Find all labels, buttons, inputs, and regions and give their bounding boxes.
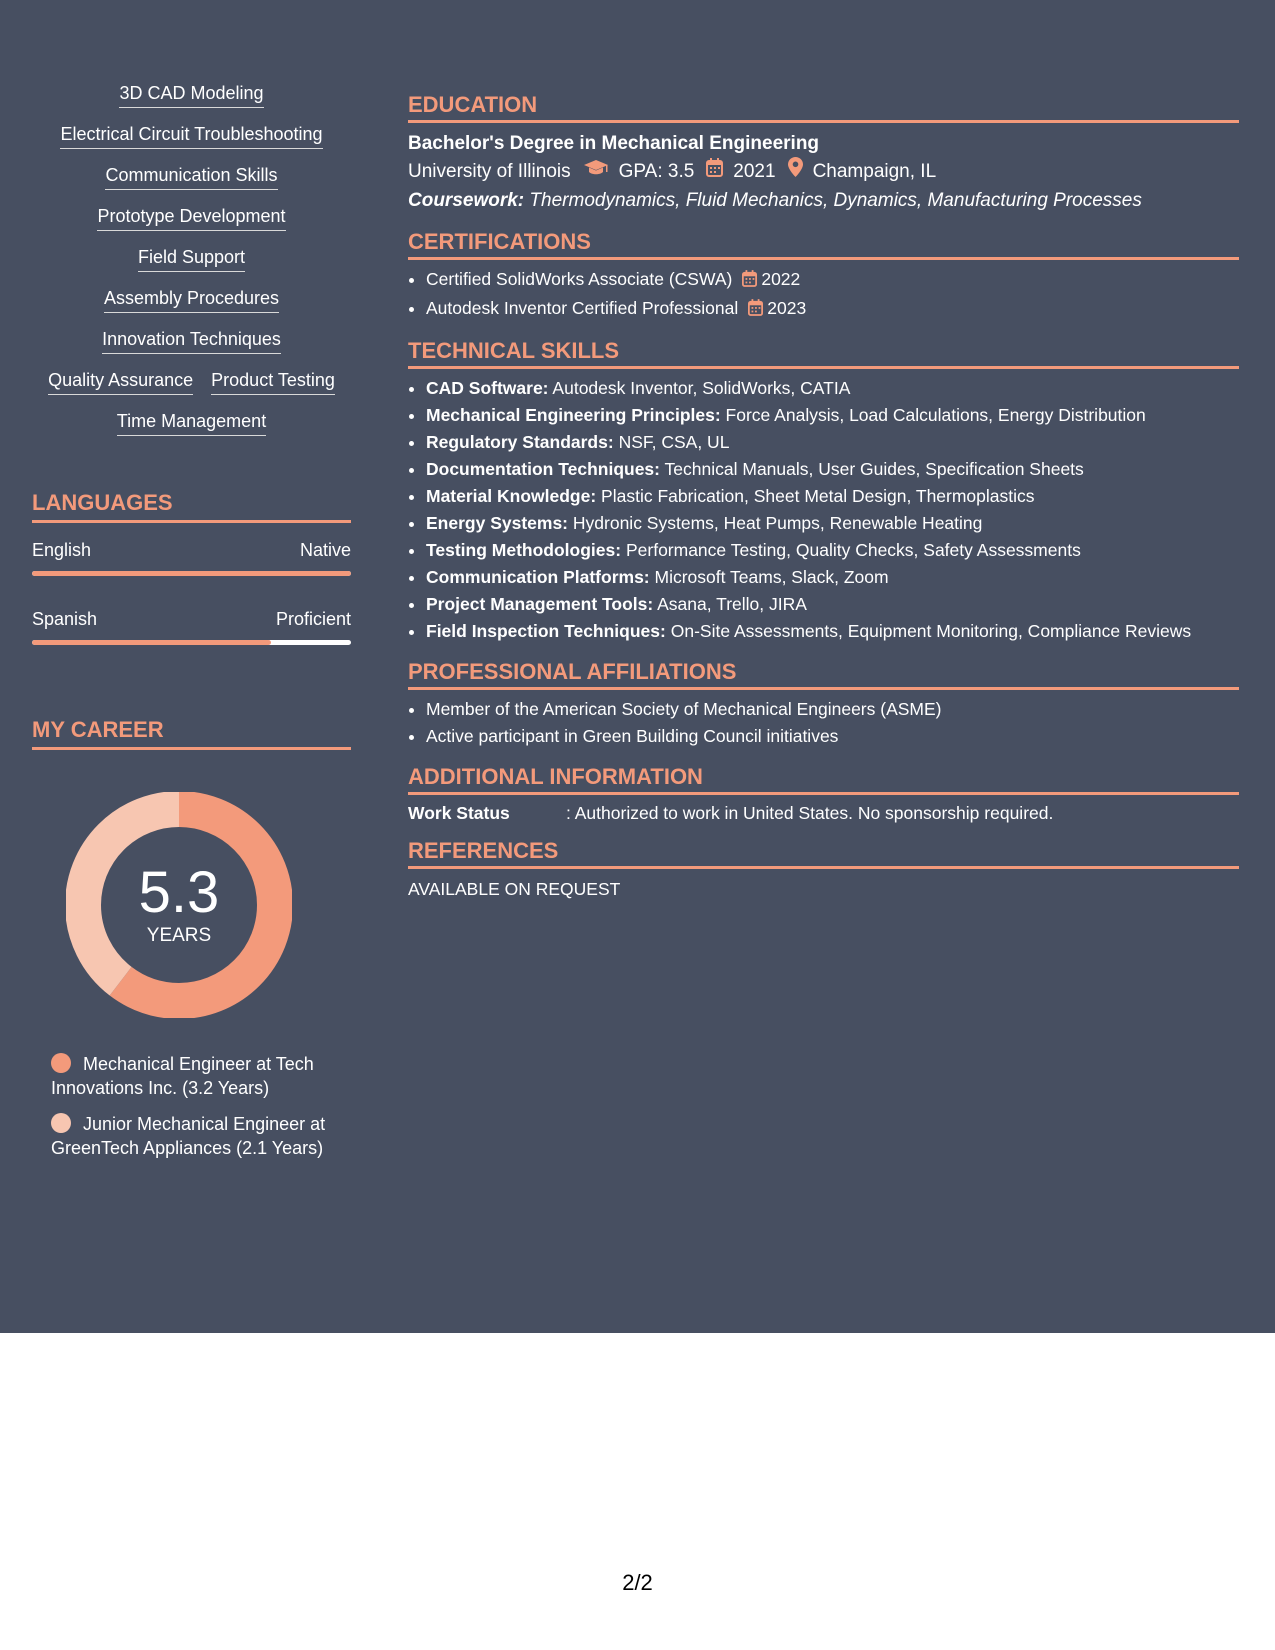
skill-values: Asana, Trello, JIRA — [657, 594, 807, 614]
language-level: Native — [299, 540, 351, 560]
skill-tag: Quality Assurance — [48, 369, 193, 395]
language-name: English — [32, 540, 92, 560]
graduation-year: 2021 — [733, 161, 776, 182]
main-column — [408, 92, 1239, 914]
technical-skills-heading: TECHNICAL SKILLS — [408, 338, 1239, 369]
certification-item — [426, 266, 1239, 295]
skill-tag: Prototype Development — [97, 205, 285, 231]
legend-label: Mechanical Engineer at Tech Innovations Inc. (3.2 Years) — [51, 1054, 314, 1098]
page-number: 2/2 — [622, 1570, 653, 1595]
skill-values: Hydronic Systems, Heat Pumps, Renewable Heating — [572, 513, 983, 533]
coursework-label: Coursework: — [408, 190, 525, 211]
skill-tag: Communication Skills — [105, 164, 277, 190]
skill-category: Testing Methodologies: — [426, 540, 622, 560]
language-bar — [32, 571, 351, 576]
legend-item — [51, 1052, 331, 1100]
skill-category: Energy Systems: — [426, 513, 569, 533]
skills-list — [32, 82, 351, 436]
certifications-section — [408, 229, 1239, 324]
skill-category: CAD Software: — [426, 378, 549, 398]
technical-skill-item — [426, 483, 1239, 510]
skill-tag: Product Testing — [211, 369, 335, 395]
certification-item — [426, 295, 1239, 324]
skill-tag: Time Management — [117, 410, 266, 436]
skill-values: Autodesk Inventor, SolidWorks, CATIA — [552, 378, 851, 398]
technical-skill-item — [426, 591, 1239, 618]
affiliation-item: • Active participant in Green Building Council initiatives — [426, 723, 1239, 750]
language-item — [32, 608, 351, 645]
certifications-heading: CERTIFICATIONS — [408, 229, 1239, 260]
skill-values: Microsoft Teams, Slack, Zoom — [654, 567, 889, 587]
languages-heading: LANGUAGES — [32, 490, 351, 523]
career-unit: YEARS — [146, 925, 212, 946]
work-status-value: : Authorized to work in United States. No sponsorship required. — [566, 803, 1054, 823]
skill-category: Material Knowledge: — [426, 486, 597, 506]
school: University of Illinois — [408, 161, 571, 182]
skill-category: Mechanical Engineering Principles: — [426, 405, 721, 425]
skill-values: On-Site Assessments, Equipment Monitoring, Compliance Reviews — [670, 621, 1192, 641]
sidebar — [32, 82, 351, 1172]
affiliations-section — [408, 659, 1239, 750]
graduation-cap-icon — [583, 157, 609, 187]
references-text: AVAILABLE ON REQUEST — [408, 879, 621, 899]
additional-info-section — [408, 764, 1239, 824]
language-bar-fill — [32, 640, 271, 645]
degree: Bachelor's Degree in Mechanical Engineering — [408, 133, 820, 154]
career-total: 5.3 — [138, 860, 220, 925]
skill-tag: Electrical Circuit Troubleshooting — [60, 123, 322, 149]
certification-name: Autodesk Inventor Certified Professional — [426, 298, 739, 318]
education-section — [408, 92, 1239, 215]
technical-skill-item — [426, 429, 1239, 456]
affiliations-heading: PROFESSIONAL AFFILIATIONS — [408, 659, 1239, 690]
skill-tag: Field Support — [138, 246, 245, 272]
technical-skills-section — [408, 338, 1239, 645]
references-heading: REFERENCES — [408, 838, 1239, 869]
technical-skill-item — [426, 537, 1239, 564]
work-status-label: Work Status — [408, 803, 510, 823]
coursework — [408, 187, 1239, 215]
skill-values: NSF, CSA, UL — [618, 432, 730, 452]
language-bar-fill — [32, 571, 351, 576]
calendar-icon — [742, 268, 757, 295]
certification-year: 2023 — [767, 298, 807, 318]
legend-dot-icon — [51, 1113, 71, 1133]
skill-values: Force Analysis, Load Calculations, Energy Distribution — [725, 405, 1146, 425]
skill-category: Communication Platforms: — [426, 567, 650, 587]
skill-values: Plastic Fabrication, Sheet Metal Design, Thermoplastics — [601, 486, 1035, 506]
skill-tag: 3D CAD Modeling — [119, 82, 263, 108]
technical-skill-item — [426, 618, 1239, 645]
technical-skill-item — [426, 510, 1239, 537]
skill-category: Field Inspection Techniques: — [426, 621, 666, 641]
language-level: Proficient — [275, 609, 351, 629]
language-item — [32, 539, 351, 576]
education-heading: EDUCATION — [408, 92, 1239, 123]
legend-dot-icon — [51, 1053, 71, 1073]
career-donut — [66, 792, 292, 1018]
career-legend — [51, 1052, 331, 1160]
coursework-text: Thermodynamics, Fluid Mechanics, Dynamics, Manufacturing Processes — [529, 190, 1142, 211]
additional-info-heading: ADDITIONAL INFORMATION — [408, 764, 1239, 795]
location: Champaign, IL — [812, 161, 937, 182]
technical-skill-item — [426, 402, 1239, 429]
affiliation-item: • Member of the American Society of Mechanical Engineers (ASME) — [426, 696, 1239, 723]
references-section — [408, 838, 1239, 900]
location-pin-icon — [788, 157, 803, 187]
skill-tag: Assembly Procedures — [104, 287, 279, 313]
language-bar — [32, 640, 351, 645]
calendar-icon — [706, 157, 723, 187]
legend-label: Junior Mechanical Engineer at GreenTech Appliances (2.1 Years) — [51, 1114, 326, 1158]
legend-item — [51, 1112, 331, 1160]
skill-category: Documentation Techniques: — [426, 459, 660, 479]
technical-skill-item — [426, 456, 1239, 483]
gpa: GPA: 3.5 — [618, 161, 695, 182]
skill-values: Technical Manuals, User Guides, Specification Sheets — [664, 459, 1084, 479]
technical-skill-item — [426, 375, 1239, 402]
skill-values: Performance Testing, Quality Checks, Safety Assessments — [625, 540, 1081, 560]
technical-skill-item — [426, 564, 1239, 591]
skill-category: Project Management Tools: — [426, 594, 654, 614]
career-heading: MY CAREER — [32, 717, 351, 750]
skill-category: Regulatory Standards: — [426, 432, 614, 452]
calendar-icon — [748, 297, 763, 324]
skill-tag: Innovation Techniques — [102, 328, 281, 354]
certification-year: 2022 — [761, 269, 801, 289]
language-name: Spanish — [32, 609, 98, 629]
certification-name: Certified SolidWorks Associate (CSWA) — [426, 269, 733, 289]
